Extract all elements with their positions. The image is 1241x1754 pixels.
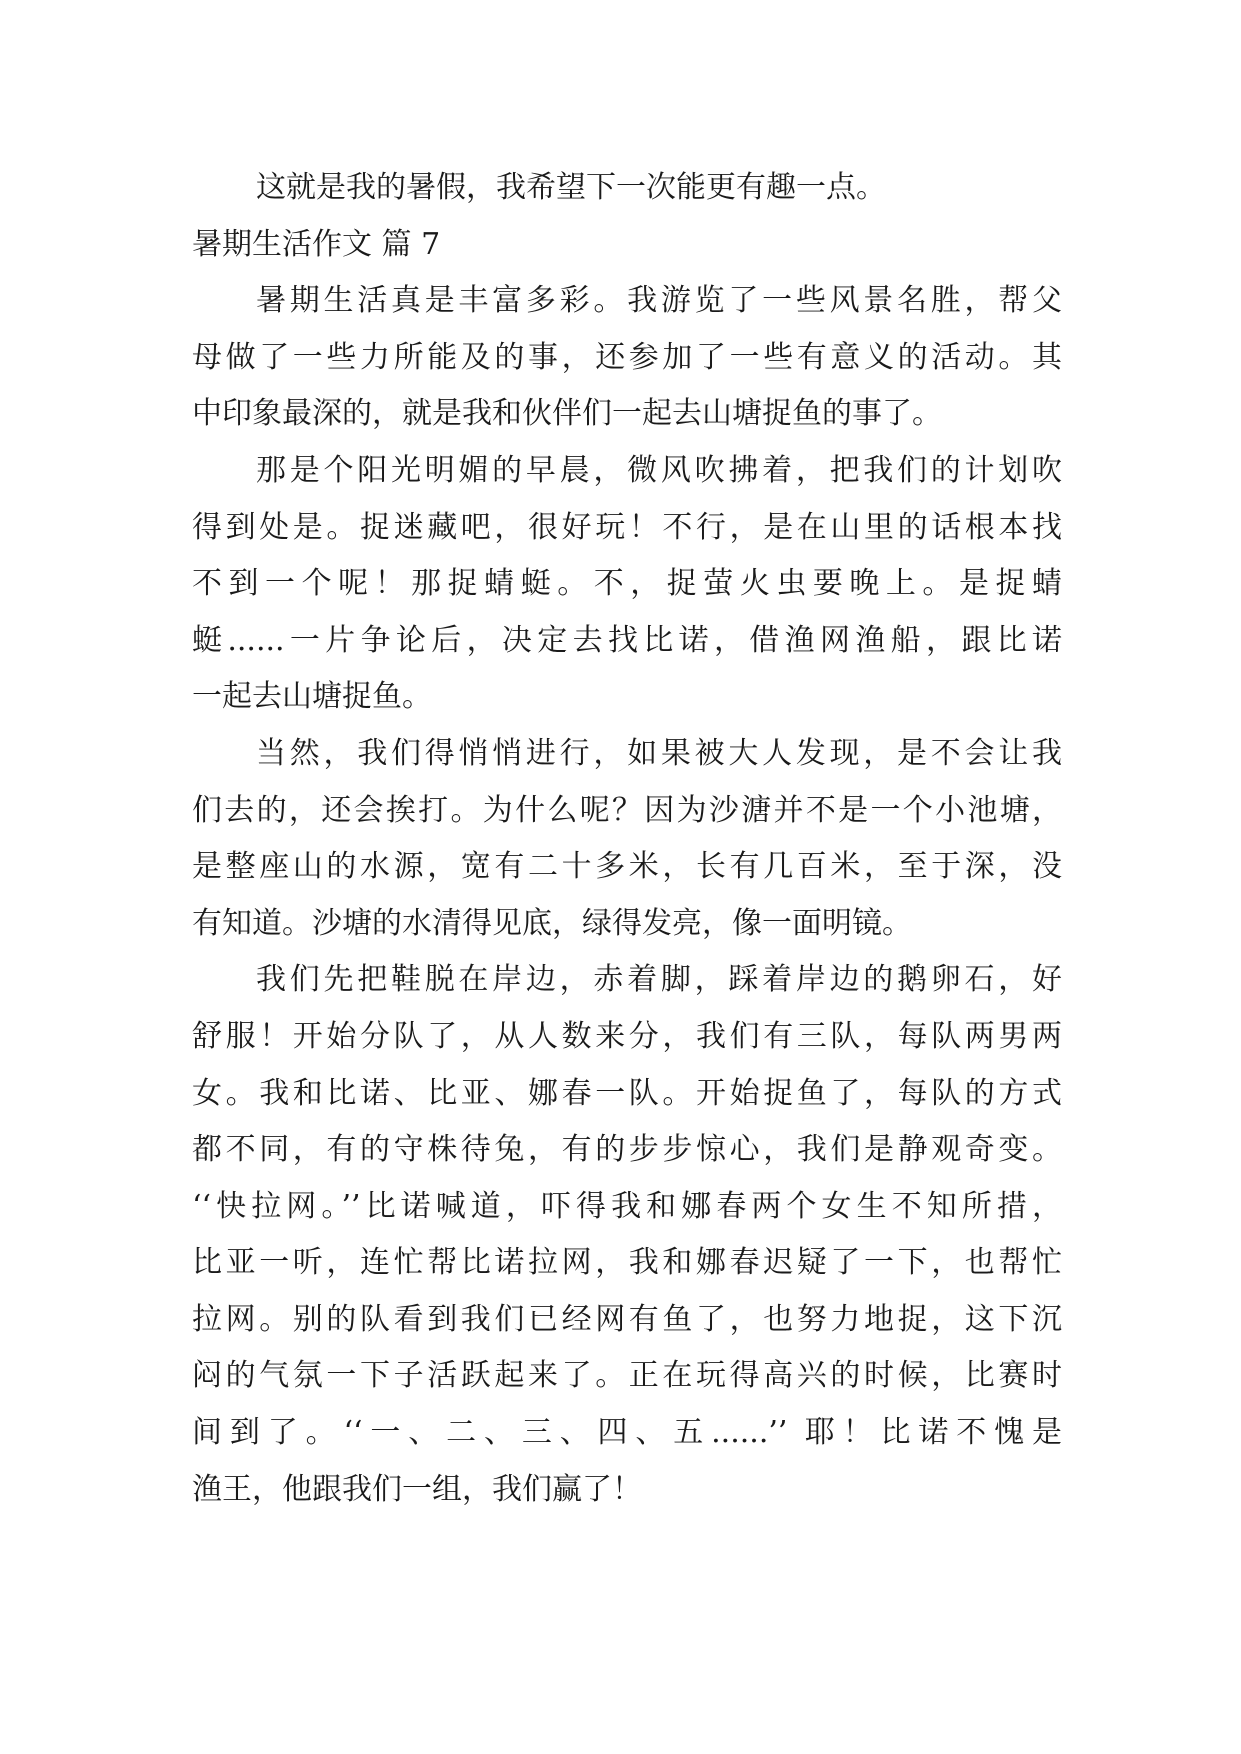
text-line: 们去的，还会挨打。为什么呢？因为沙溏并不是一个小池塘， — [192, 792, 1062, 828]
text-line: 有知道。沙塘的水清得见底，绿得发亮，像一面明镜。 — [192, 905, 912, 941]
document-body — [192, 160, 1062, 1518]
text-line: 女。我和比诺、比亚、娜春一队。开始捉鱼了，每队的方式 — [192, 1075, 1062, 1111]
text-line: 母做了一些力所能及的事，还参加了一些有意义的活动。其 — [192, 339, 1062, 375]
text-line: 间到了。‘‘一、二、三、四、五......’’ 耶！比诺不愧是 — [192, 1415, 1062, 1451]
text-line: 这就是我的暑假，我希望下一次能更有趣一点。 — [256, 170, 886, 205]
text-line: 中印象最深的，就是我和伙伴们一起去山塘捉鱼的事了。 — [192, 396, 942, 432]
text-line: 闷的气氛一下子活跃起来了。正在玩得高兴的时候，比赛时 — [192, 1358, 1062, 1394]
text-line: 暑期生活真是丰富多彩。我游览了一些风景名胜，帮父 — [256, 283, 1062, 319]
text-line: ‘‘快拉网。’’比诺喊道，吓得我和娜春两个女生不知所措， — [192, 1188, 1062, 1224]
section-heading: 暑期生活作文 篇 7 — [192, 226, 441, 262]
text-line: 得到处是。捉迷藏吧，很好玩！不行，是在山里的话根本找 — [192, 509, 1062, 545]
text-line: 舒服！开始分队了，从人数来分，我们有三队，每队两男两 — [192, 1018, 1062, 1054]
text-line: 蜓......一片争论后，决定去找比诺，借渔网渔船，跟比诺 — [192, 622, 1062, 658]
text-line: 比亚一听，连忙帮比诺拉网，我和娜春迟疑了一下，也帮忙 — [192, 1245, 1062, 1281]
text-line: 不到一个呢！那捉蜻蜓。不，捉萤火虫要晚上。是捉蜻 — [192, 566, 1062, 602]
text-line: 拉网。别的队看到我们已经网有鱼了，也努力地捉，这下沉 — [192, 1301, 1062, 1337]
text-line: 那是个阳光明媚的早晨，微风吹拂着，把我们的计划吹 — [256, 452, 1062, 488]
text-line: 是整座山的水源，宽有二十多米，长有几百米，至于深，没 — [192, 849, 1062, 885]
text-line: 都不同，有的守株待兔，有的步步惊心，我们是静观奇变。 — [192, 1132, 1062, 1168]
text-line: 当然，我们得悄悄进行，如果被大人发现，是不会让我 — [256, 735, 1062, 771]
text-line: 我们先把鞋脱在岸边，赤着脚，踩着岸边的鹅卵石，好 — [256, 962, 1062, 998]
text-line: 渔王，他跟我们一组，我们赢了！ — [192, 1471, 642, 1507]
text-line: 一起去山塘捉鱼。 — [192, 679, 432, 715]
